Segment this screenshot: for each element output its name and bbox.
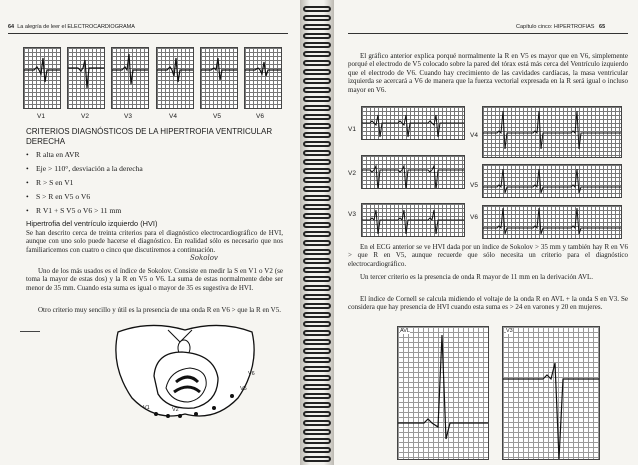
criteria-item: • R V1 + S V5 o V6 > 11 mm [26,206,122,215]
right-paragraph-4: El índice de Cornell se calcula midiendo el voltaje de la onda R en AVL + la onda S en V3. Se considera que hay presencia de HVI cuando esta suma es > 24 en varones y 20 en mujeres. [348,295,628,312]
binding-coil [303,42,331,48]
ecg-label-v5: V5 [470,182,478,189]
binding-coil [303,96,331,102]
left-paragraph-2: Uno de los más usados es el índice de Sokolov. Consiste en medir la S en V1 o V2 (se toma la mayor de estas dos) y la R en V5 o V6. La suma de estas normalmente debe ser menor de 35 mm. Cuando esta suma es igual o mayor de 35 es sugestiva de HVI. [26,267,283,292]
binding-coil [303,150,331,156]
binding-coil [303,240,331,246]
lead-label-v1: V1 [37,113,45,120]
lead-strip-v5 [200,47,238,109]
ecg-label-v6: V6 [470,214,478,221]
right-paragraph-1: El gráfico anterior explica porqué normalmente la R en V5 es mayor que en V6, simplemente porqué el electrodo de V5 colocado sobre la pared del tórax está más cerca del Ventrículo izquierdo que el electrodo de V6. Cuando hay crecimiento de las cavidades cardíacas, la masa ventricular izquierda se acercará a V6 de manera que la fuerza vectorial expresada en la R será igual o incluso mayor en V6. [348,52,628,94]
binding-coil [303,411,331,417]
criteria-title: CRITERIOS DIAGNÓSTICOS DE LA HIPERTROFIA VENTRICULAR DERECHA [26,127,273,146]
lead-strip-v3 [111,47,149,109]
binding-coil [303,321,331,327]
left-header [8,24,135,30]
binding-coil [303,402,331,408]
ecg-strip-avl [397,326,489,460]
left-header-title: La alegría de leer el ELECTROCARDIOGRAMA [17,24,135,30]
strip-label-v3: V3 [506,328,513,334]
binding-coil [303,267,331,273]
right-header-title: Capítulo cinco: HIPERTROFIAS [516,24,595,30]
lead-label-v4: V4 [169,113,177,120]
lead-strip-v2 [67,47,105,109]
lead-label-v6: V6 [256,113,264,120]
binding-coil [303,186,331,192]
lead-strip-v6 [244,47,282,109]
binding-coil [303,123,331,129]
hvi-title: Hipertrofia del ventrículo izquierdo (HVI) [26,219,158,228]
binding-coil [303,330,331,336]
ecg-strip-v3-large [502,326,600,460]
binding-coil [303,339,331,345]
binding-coil [303,60,331,66]
binding-coil [303,69,331,75]
diagram-label-v1: V1 [143,405,150,411]
ecg-strip-v2 [361,155,465,189]
criteria-item: • Eje > 110°, desviación a la derecha [26,164,143,173]
binding-coil [303,105,331,111]
binding-coil [303,159,331,165]
binding-coil [303,33,331,39]
strip-label-avl: AVL [400,328,410,334]
binding-coil [303,213,331,219]
lead-strip-v4 [156,47,194,109]
binding-coil [303,420,331,426]
criteria-item: • R alta en AVR [26,150,80,159]
right-header [516,24,605,30]
right-page [334,0,638,465]
binding-coil [303,312,331,318]
lead-label-v3: V3 [124,113,132,120]
chest-diagram [110,316,260,424]
right-paragraph-3: Un tercer criterio es la presencia de onda R mayor de 11 mm en la derivación AVL. [360,273,594,281]
ecg-strip-v5 [482,164,622,198]
binding-coil [303,168,331,174]
right-header-rule [348,33,628,34]
binding-coil [303,177,331,183]
binding-coil [303,447,331,453]
left-page [0,0,300,465]
lead-strip-v1 [23,47,61,109]
binding-coil [303,15,331,21]
left-header-rule [8,33,288,34]
left-paragraph-1: Se han descrito cerca de treinta criterios para el diagnóstico electrocardiográfico de HVI, aunque con uno solo puede hacerse el diagnóstico. En realidad sólo es necesario que nos familiaricemos con cuatro o cinco que discutiremos a continuación. [26,229,283,254]
binding-coil [303,195,331,201]
binding-coil [303,393,331,399]
ecg-strip-v6 [482,205,622,239]
binding-coil [303,222,331,228]
binding-coil [303,249,331,255]
binding-coil [303,294,331,300]
lead-label-v5: V5 [213,113,221,120]
binding-coil [303,24,331,30]
binding-coil [303,303,331,309]
left-page-number: 64 [8,24,15,30]
ecg-strip-v4 [482,106,622,158]
binding-coil [303,348,331,354]
binding-coil [303,357,331,363]
binding-coil [303,114,331,120]
diagram-label-v5: V5 [240,386,247,392]
right-paragraph-2: En el ECG anterior se ve HVI dada por un índice de Sokolov > 35 mm y también hay R en V6 > que R en V5, aunque recuerde que sólo necesita un criterio para el diagnóstico electrocardiográfico. [348,243,628,268]
binding-coil [303,51,331,57]
binding-coil [303,438,331,444]
pen-mark [20,331,40,332]
ecg-strip-v3 [361,203,465,237]
binding-coil [303,132,331,138]
binding-coil [303,141,331,147]
binding-coil [303,78,331,84]
binding-coil [303,6,331,12]
ecg-label-v2: V2 [348,170,356,177]
binding-coil [303,375,331,381]
criteria-item: • S > R en V5 o V6 [26,192,91,201]
handwritten-note: Sokolov [190,254,218,262]
binding-coil [303,204,331,210]
binding-coil [303,384,331,390]
binding-coil [303,87,331,93]
right-page-number: 65 [599,24,606,30]
ecg-label-v3: V3 [348,211,356,218]
binding-coil [303,366,331,372]
diagram-label-v6: V6 [248,371,255,377]
ecg-label-v1: V1 [348,126,356,133]
binding-coil [303,258,331,264]
binding-coil [303,285,331,291]
binding-coil [303,276,331,282]
binding-coil [303,429,331,435]
binding-coil [303,456,331,462]
ecg-strip-v1 [361,106,465,140]
ecg-label-v4: V4 [470,132,478,139]
criteria-item: • R > S en V1 [26,178,74,187]
lead-label-v2: V2 [81,113,89,120]
left-paragraph-3: Otro criterio muy sencillo y útil es la presencia de una onda R en V6 > que la R en V5. [38,306,281,314]
binding-coil [303,231,331,237]
diagram-label-v2: V2 [172,407,179,413]
